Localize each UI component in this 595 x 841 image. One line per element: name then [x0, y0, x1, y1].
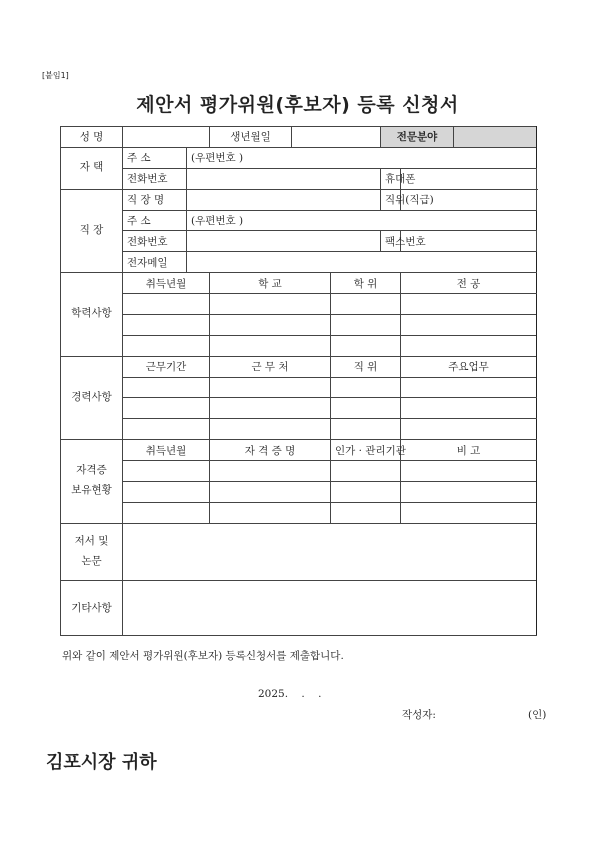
birth-label: 생년월일: [210, 127, 292, 148]
publications-label-line1: 저서 및: [74, 534, 109, 547]
fax-label: 팩스번호: [381, 231, 401, 252]
table-row: [61, 502, 537, 523]
name-row: [61, 127, 537, 148]
table-row: [61, 377, 537, 398]
birth-value[interactable]: [292, 127, 381, 148]
publications-label: [61, 523, 123, 580]
home-address-value[interactable]: (우편번호 ): [187, 147, 537, 168]
table-row: [61, 335, 537, 356]
field-value[interactable]: [454, 127, 537, 148]
education-header-school: 학 교: [210, 273, 331, 294]
home-phone-value[interactable]: [187, 168, 381, 189]
etc-label: 기타사항: [61, 580, 123, 635]
email-label: 전자메일: [123, 252, 187, 273]
company-label: 직 장 명: [123, 189, 187, 210]
career-header-period: 근무기간: [123, 356, 210, 377]
table-row: [61, 314, 537, 335]
license-label-line1: 자격증: [76, 464, 107, 477]
career-header-workplace: 근 무 처: [210, 356, 331, 377]
license-label-line2: 보유현황: [71, 484, 112, 497]
education-section-label: 학력사항: [61, 273, 123, 357]
license-header-note: 비 고: [401, 440, 537, 461]
home-address-label: 주 소: [123, 147, 187, 168]
recipient-line: 김포시장 귀하: [46, 752, 157, 773]
seal-mark: (인): [528, 709, 547, 721]
table-row: [61, 294, 537, 315]
work-phone-label: 전화번호: [123, 231, 187, 252]
home-section-label: 자 택: [61, 147, 123, 189]
date-line: 2025. . .: [258, 688, 322, 700]
name-value[interactable]: [123, 127, 210, 148]
email-value[interactable]: [187, 252, 537, 273]
attachment-label: [붙임1]: [42, 71, 69, 80]
work-address-label: 주 소: [123, 210, 187, 231]
work-address-value[interactable]: (우편번호 ): [187, 210, 537, 231]
position-label: 직위(직급): [381, 189, 401, 210]
publications-label-line2: 논문: [81, 554, 102, 567]
work-phone-value[interactable]: [187, 231, 381, 252]
home-mobile-label: 휴대폰: [381, 168, 401, 189]
page-title: 제안서 평가위원(후보자) 등록 신청서: [136, 94, 459, 116]
education-header-major: 전 공: [401, 273, 537, 294]
table-row: [61, 461, 537, 482]
license-section-label: [61, 440, 123, 524]
name-label: 성 명: [61, 127, 123, 148]
career-header-position: 직 위: [331, 356, 401, 377]
education-header-date: 취득년월: [123, 273, 210, 294]
career-header-duties: 주요업무: [401, 356, 537, 377]
work-section-label: 직 장: [61, 189, 123, 273]
submission-statement: 위와 같이 제안서 평가위원(후보자) 등록신청서를 제출합니다.: [62, 650, 344, 662]
career-section-label: 경력사항: [61, 356, 123, 440]
writer-label: 작성자:: [402, 709, 436, 721]
table-row: [61, 398, 537, 419]
company-value[interactable]: [187, 189, 381, 210]
license-header-date: 취득년월: [123, 440, 210, 461]
education-header-degree: 학 위: [331, 273, 401, 294]
license-header-name: 자 격 증 명: [210, 440, 331, 461]
license-header-issuer: 인가 · 관리기관: [331, 440, 401, 461]
publications-value[interactable]: [123, 523, 537, 580]
application-form-table: [60, 126, 537, 636]
home-phone-label: 전화번호: [123, 168, 187, 189]
table-row: [61, 419, 537, 440]
etc-value[interactable]: [123, 580, 537, 635]
field-label: 전문분야: [381, 127, 454, 148]
home-mobile-value[interactable]: [401, 168, 537, 189]
table-row: [61, 481, 537, 502]
